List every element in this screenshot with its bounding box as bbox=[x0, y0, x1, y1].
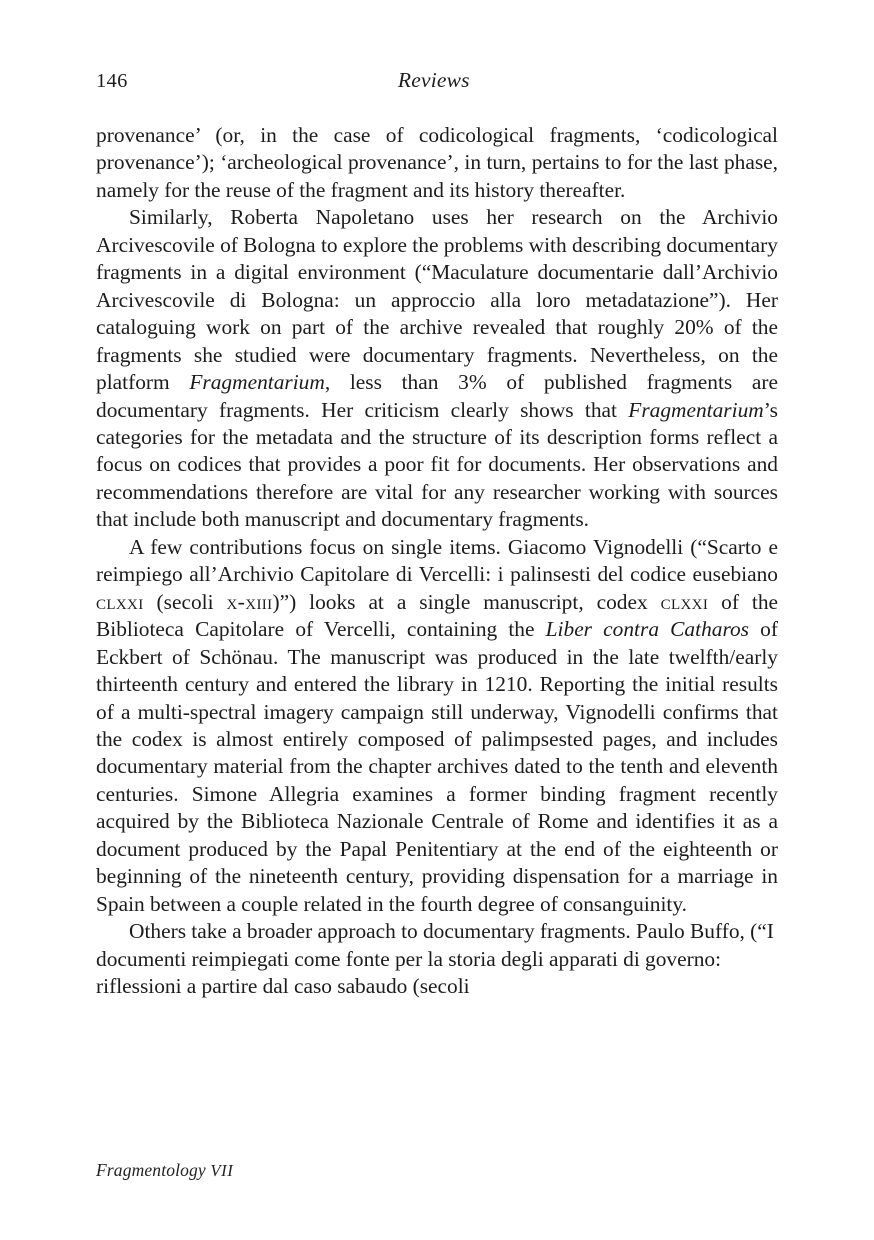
text-run-roman: )”) looks at a single manuscript, codex bbox=[272, 589, 661, 614]
text-run-roman: (secoli bbox=[143, 589, 227, 614]
paragraph bbox=[96, 918, 778, 1000]
running-head bbox=[96, 68, 778, 98]
text-run-roman: provenance’ (or, in the case of codicological fragments, ‘codicological provenance’); ‘archeological provenance’, in turn, pertains to for the last phase, namely for the reuse of the fragment and its history thereafter. bbox=[96, 123, 778, 202]
text-run-smallcaps: x-xiii bbox=[226, 589, 273, 614]
footer-volume: VII bbox=[210, 1161, 234, 1180]
text-run-smallcaps: clxxi bbox=[96, 589, 144, 614]
text-run-roman: Others take a broader approach to documentary fragments. Paulo Buffo, (“I documenti reimpiegati come fonte per la storia degli apparati di governo: riflessioni a partire dal caso sabaudo (secoli bbox=[96, 919, 774, 999]
text-run-roman: ’s categories for the metadata and the structure of its description forms reflect a focus on codices that provides a poor fit for documents. Her observations and recommendations therefore are vital for any researcher working with sources that include both manuscript and documentary fragments. bbox=[96, 397, 778, 532]
footer-journal-title: Fragmentology bbox=[96, 1160, 206, 1180]
text-run-italic: Fragmentarium bbox=[628, 397, 764, 422]
text-run-italic: Fragmentarium bbox=[189, 370, 325, 395]
text-run-italic: Liber contra Catharos bbox=[545, 617, 750, 642]
page-number: 146 bbox=[96, 70, 128, 92]
paragraph bbox=[96, 204, 778, 533]
text-run-smallcaps: clxxi bbox=[660, 589, 709, 614]
paragraph bbox=[96, 534, 778, 918]
text-run-roman: A few contributions focus on single items. Giacomo Vignodelli (“Scarto e reimpiego all’Archivio Capitolare di Vercelli: i palinsesti del codice eusebiano bbox=[96, 534, 778, 587]
running-head-title: Reviews bbox=[397, 68, 470, 92]
page-footer bbox=[96, 1160, 233, 1181]
body-text-block bbox=[96, 122, 778, 1001]
text-run-roman: of Eckbert of Schönau. The manuscript was produced in the late twelfth/early thirteenth century and entered the library in 1210. Reporting the initial results of a multi-spectral imagery campaign still underway, Vignodelli confirms that the codex is almost entirely composed of palimpsested pages, and includes documentary material from the chapter archives dated to the tenth and eleventh centuries. Simone Allegria examines a former binding fragment recently acquired by the Biblioteca Nazionale Centrale of Rome and identifies it as a document produced by the Papal Penitentiary at the end of the eighteenth or beginning of the nineteenth century, providing dispensation for a marriage in Spain between a couple related in the fourth degree of consanguinity. bbox=[96, 617, 778, 916]
text-run-roman: of the Biblioteca Capitolare of Vercelli, containing the bbox=[96, 589, 779, 642]
text-run-roman: , less than 3% of published fragments are documentary fragments. Her criticism clearly shows that bbox=[96, 370, 778, 422]
paragraph bbox=[96, 122, 778, 204]
text-run-roman: Similarly, Roberta Napoletano uses her research on the Archivio Arcivescovile of Bologna to explore the problems with describing documentary fragments in a digital environment (“Maculature documentarie dall’Archivio Arcivescovile di Bologna: un approccio alla loro metadatazione”). Her cataloguing work on part of the archive revealed that roughly 20% of the fragments she studied were documentary fragments. Nevertheless, on the platform bbox=[96, 205, 778, 395]
